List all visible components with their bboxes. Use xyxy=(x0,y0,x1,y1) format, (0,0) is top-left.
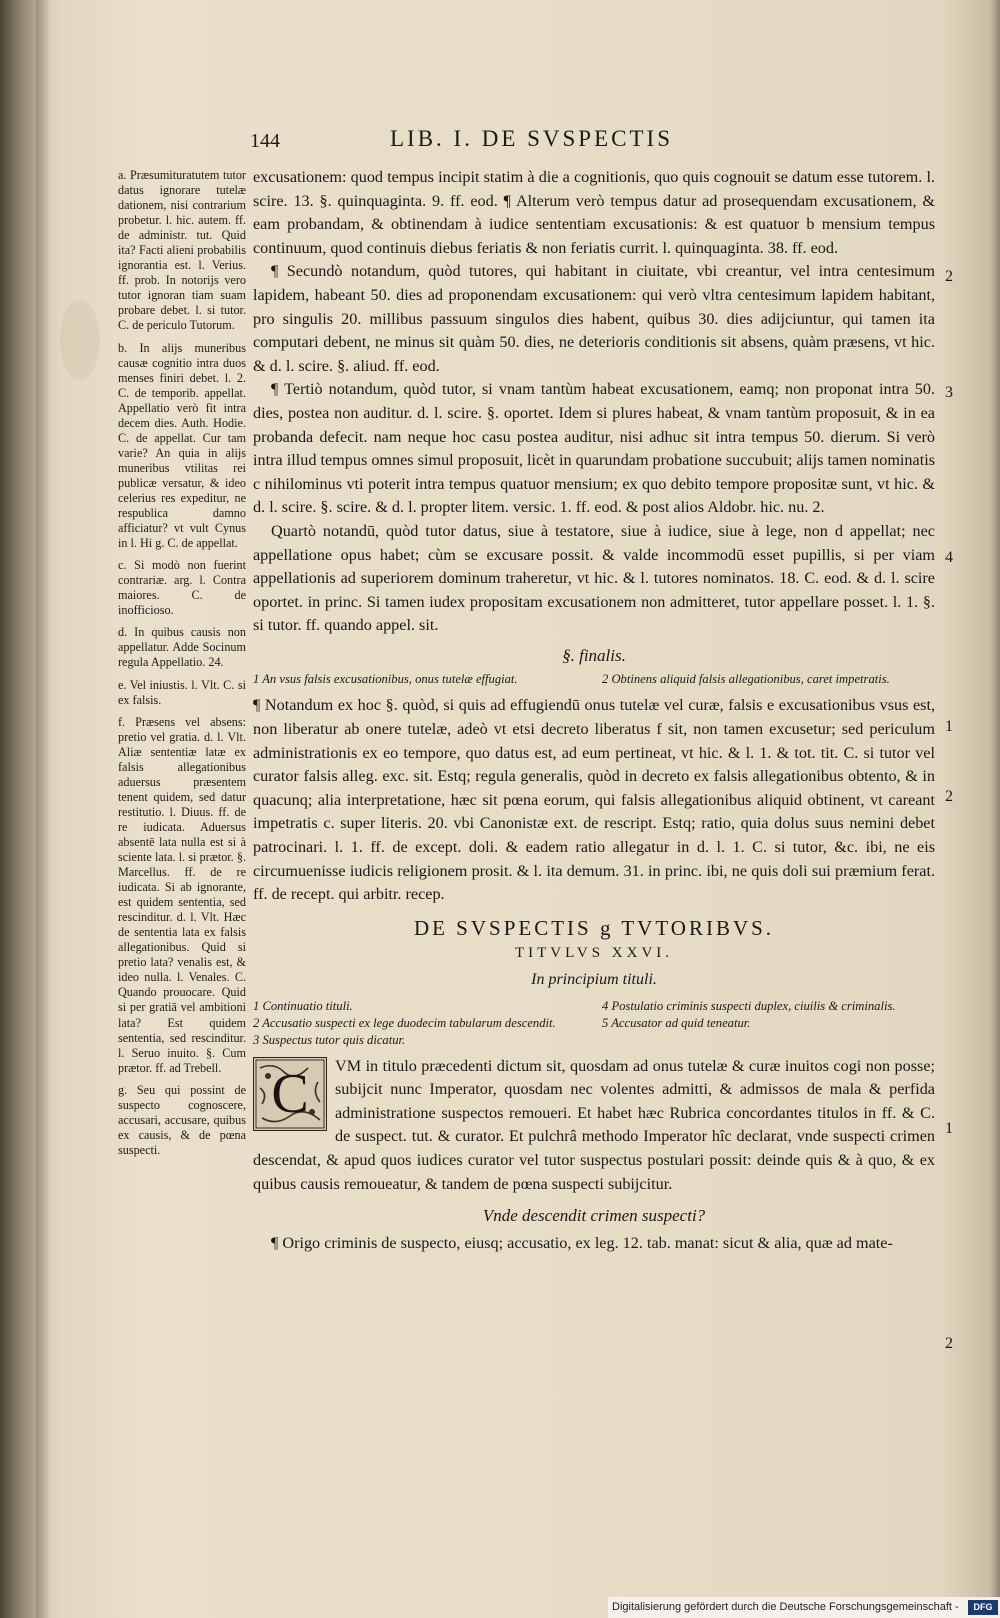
paragraph-number: 4 xyxy=(945,549,953,566)
summary-item xyxy=(602,1032,935,1049)
dfg-logo: DFG xyxy=(968,1600,998,1615)
paragraph-number: 1 xyxy=(945,1120,953,1137)
paragraph-number: 1 xyxy=(945,718,953,735)
margin-note-a: a. Præsumituratutem tutor datus ignorare tutelæ dationem, nisi contrarium probetur. l. hic. autem. ff. de administr. tut. Quid ita? Facti alieni probabilis ignorantia est. l. Verius. ff. prob. In notorijs vero tutor ignoran tiam suam probare debet. l. si tutor. C. de periculo Tutorum. xyxy=(118,168,246,333)
page-gutter-shadow xyxy=(36,0,50,1618)
page-number: 144 xyxy=(250,130,280,152)
title-subheading: In principium tituli. xyxy=(531,971,657,988)
margin-note-g: g. Seu qui possint de suspecto cognoscere, accusari, accusare, quibus ex causis, & de pœna suspecti. xyxy=(118,1082,246,1157)
paragraph-number: 2 xyxy=(945,788,953,805)
paper-stain xyxy=(60,300,100,380)
margin-note-d: d. In quibus causis non appellatur. Adde Socinum regula Appellatio. 24. xyxy=(118,625,246,670)
decorated-paragraph xyxy=(253,1055,935,1197)
summary-item: 2 Accusatio suspecti ex lege duodecim tabularum descendit. xyxy=(253,1015,556,1030)
paragraph-origo: ¶ Origo criminis de suspecto, eiusq; accusatio, ex leg. 12. tab. manat: sicut & alia, quæ ad mate- xyxy=(271,1233,893,1252)
summary-item: 2 Obtinens aliquid falsis allegationibus, caret impetratis. xyxy=(602,672,890,687)
paragraph-tertio: ¶ Tertiò notandum, quòd tutor, si vnam tantùm habeat excusationem, eamq; non proponat intra 50. dies, postea non auditur. d. l. scire. §. oportet. Idem si plures habeat, & vnam tantùm proposuit, & in ea probanda defecit. nam neque hoc casu postea auditur, nisi adhuc sit intra tempus 50. dierum. Si verò intra illud tempus omnes simul proposuit, licèt in quarundam probatione succubuit; alijs tamen nominatis c nihilominus vti poterit intra tempus quatuor mensium; ex quo debito tempore propositæ sunt, vt hic. & d. l. scire. §. scire. & d. l. propter litem. versic. 1. ff. eod. & post alios Aldobr. hic. nu. 2. xyxy=(253,380,935,517)
running-title: LIB. I. DE SVSPECTIS xyxy=(390,126,673,151)
section-heading-vnde: Vnde descendit crimen suspecti? xyxy=(482,1206,706,1226)
decorated-initial xyxy=(253,1057,327,1131)
paragraph-secundo: ¶ Secundò notandum, quòd tutores, qui habitant in ciuitate, vbi creantur, vel intra centesimum lapidem, habeant 50. dies ad proponendam excusationem: qui verò vltra centesimum lapidem habitant, pro singulis 20. millibus passuum singulos dies habent, quibus 30. dies adijciuntur, qui tamen ita computari debent, ne minus sit quàm 50. dies, ne deterioris conditionis sit absens, quàm præsens, vt hic. & d. l. scire. §. aliud. ff. eod. xyxy=(253,262,935,375)
paragraph-excusationem: excusationem: quod tempus incipit statim à die a cognitionis, quo quis cognouit se datum esse tutorem. l. scire. 13. §. quinquaginta. 9. ff. eod. ¶ Alterum verò tempus datur ad prosequendam excusationem, & eam probandam, & obtinendam à iudice sententiam excusationis: & est quatuor b mensium tempus continuum, quod continuis diebus feriatis & non feriatis currit. l. quinquaginta. 38. ff. eod. xyxy=(253,168,935,257)
summary-item: 5 Accusator ad quid teneatur. xyxy=(602,1015,751,1030)
paragraph-number: 2 xyxy=(945,1335,953,1352)
section-heading-finalis: §. finalis. xyxy=(562,645,626,665)
paragraph-number: 2 xyxy=(945,268,953,285)
summary-item: 1 Continuatio tituli. xyxy=(253,998,353,1013)
footer-text: Digitalisierung gefördert durch die Deutsche Forschungsgemeinschaft - xyxy=(612,1601,959,1613)
summary-titulus xyxy=(253,998,935,1049)
paragraph-quarto: Quartò notandū, quòd tutor datus, siue à testatore, siue à iudice, siue à lege, non d appellat; nec appellatione opus habet; cùm se excusare possit. & valde incommodū esset pupillis, si per viam appellationis ad superiorem dominum traheretur, vt hic. & l. tutores nominatos. 18. C. eod. & d. l. scire oportet. in princ. Si tamen iudex propositam excusationem non admitteret, tutor appellare posset. l. 1. §. si tutor. ff. quando appel. sit. xyxy=(253,521,935,635)
book-spine xyxy=(0,0,36,1618)
margin-note-b: b. In alijs muneribus causæ cognitio intra duos menses finiri debet. l. 2. C. de temporib. appellat. Appellatio verò fit intra decem dies. Auth. Hodie. C. de appellat. Cur tam varie? An quia in alijs muneribus vtilitas rei publicæ versatur, & ideo celerius res expeditur, ne respublica damno afficiatur? vt vult Cynus in l. Hi g. C. de appellat. xyxy=(118,340,246,551)
marginal-notes xyxy=(118,168,246,1165)
summary-item: 4 Postulatio criminis suspecti duplex, ciuilis & criminalis. xyxy=(602,998,896,1013)
paragraph-notandum: ¶ Notandum ex hoc §. quòd, si quis ad effugiendū onus tutelæ vel curæ, falsis e excusationibus vsus est, non liberatur ab onere tutelæ, adeò vt etsi decreto liberatus f sit, non tamen excusetur; sed periculum administrationis ex eo tempore, quo datus est, ad eum pertineat, vt hic. & l. 1. & tot. tit. C. si tutor vel curator falsis alleg. exc. sit. Estq; regula generalis, quòd in decreto ex falsis allegationibus obtento, & in quacunq; alia interpretatione, hæc sit pœna eorum, qui falsis allegationibus aliquid obtinent, vt careant impetratis c. super literis. 20. vbi Canonistæ ext. de rescript. Estq; ratio, quia dolus suus nemini debet patrocinari. l. 1. ff. de except. doli. & eadem ratio allegatur in d. l. 1. C. si tutor, &c. ibi, ne eis circumuenisse iudicis religionem prosit. & l. ita demum. 31. in princ. ibi, ne quis doli sui præmium ferat. ff. de recept. qui arbitr. recep. xyxy=(253,696,935,904)
margin-note-e: e. Vel iniustis. l. Vlt. C. si ex falsis. xyxy=(118,677,246,707)
paragraph-cum: VM in titulo præcedenti dictum sit, quosdam ad onus tutelæ & curæ inuitos cogi non posse; subijcit nunc Imperator, quosdam nec volentes admitti, & admissos de mala & perfida administratione suspectos remoueri. Et habet hæc Rubrica concordantes titulos in ff. & C. de suspect. tut. & curator. Et pulchrâ methodo Imperator hîc declarat, vnde suspecti crimen descendat, & apud quos iudices curator vel tutor suspectus postulari possit: deinde quis & à quo, & ex quibus causis remoueatur, & tandem de pœna suspecti subijcitur. xyxy=(253,1056,935,1193)
title-number: TITVLVS XXVI. xyxy=(514,945,674,962)
title-heading: DE SVSPECTIS g TVTORIBVS. xyxy=(413,915,775,940)
initial-letter: C xyxy=(271,1062,309,1125)
summary-item: 3 Suspectus tutor quis dicatur. xyxy=(253,1032,406,1047)
paragraph-number: 3 xyxy=(945,384,953,401)
main-text xyxy=(253,166,935,1255)
margin-note-c: c. Si modò non fuerint contrariæ. arg. l. Contra maiores. C. de inofficioso. xyxy=(118,558,246,618)
margin-note-f: f. Præsens vel absens: pretio vel gratia. d. l. Vlt. Aliæ sententiæ latæ ex falsis allegationibus aduersus præsentem tenent quidem, sed datur restitutio. l. Diuus. ff. de re iudicata. Aduersus absentē lata nulla est si à sciente lata. l. si prætor. §. Marcellus. ff. de re iudicata. Si ab ignorante, est quidem sententia, sed rescinditur. d. l. Vlt. Hæc de sententia lata ex falsis allegationibus. Quid si pretio lata? venalis est, & ideo nulla. l. Venales. C. Quando prouocare. Quid si per gratiā vel ambitioni lata? Est quidem sententia, sed rescinditur. l. Seruo inuito. §. Cum prætor. ff. ad Trebell. xyxy=(118,714,246,1075)
running-header xyxy=(250,126,970,160)
summary-finalis xyxy=(253,671,935,688)
summary-item: 1 An vsus falsis excusationibus, onus tutelæ effugiat. xyxy=(253,672,518,687)
digitization-footer xyxy=(608,1597,1000,1618)
